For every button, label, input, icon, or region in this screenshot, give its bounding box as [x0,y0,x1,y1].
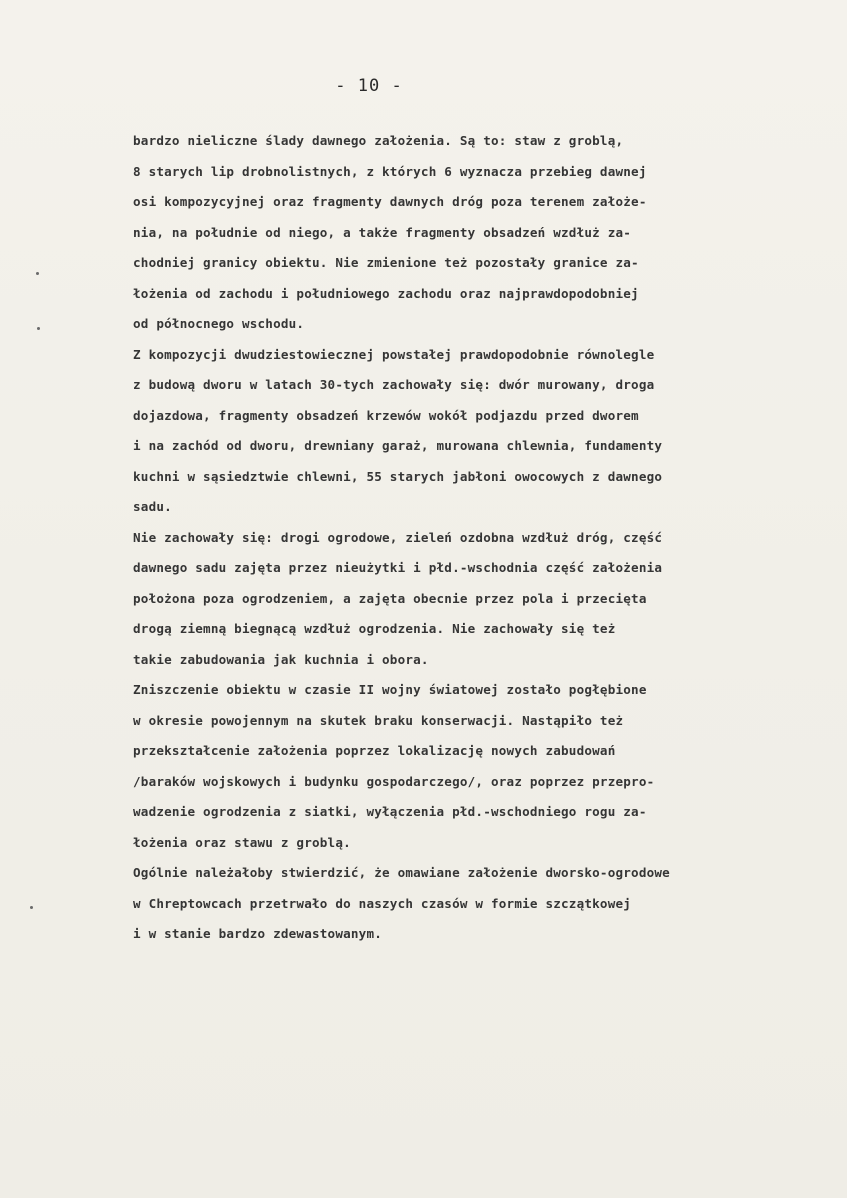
text-line: bardzo nieliczne ślady dawnego założenia. Są to: staw z groblą, [133,133,624,148]
text-line: osi kompozycyjnej oraz fragmenty dawnych dróg poza terenem założe- [133,194,647,209]
text-line: /baraków wojskowych i budynku gospodarczego/, oraz poprzez przepro- [133,773,655,789]
text-line: przekształcenie założenia poprzez lokalizację nowych zabudowań [133,743,616,758]
text-line: Ogólnie należałoby stwierdzić, że omawiane założenie dworsko-ogrodowe [133,865,670,880]
text-line: Nie zachowały się: drogi ogrodowe, zieleń ozdobna wzdłuż dróg, część [133,529,663,545]
text-line: od północnego wschodu. [133,316,305,331]
text-line: dojazdowa, fragmenty obsadzeń krzewów wokół podjazdu przed dworem [133,407,639,423]
text-line: takie zabudowania jak kuchnia i obora. [133,651,429,667]
margin-mark [36,272,39,275]
text-line: nia, na południe od niego, a także fragmenty obsadzeń wzdłuż za- [133,224,632,240]
body-text [133,126,823,950]
text-line: w okresie powojennym na skutek braku konserwacji. Nastąpiło też [133,712,624,728]
text-line: sadu. [133,499,172,514]
text-line: położona poza ogrodzeniem, a zajęta obecnie przez pola i przecięta [133,590,647,606]
page-number: - 10 - [335,76,403,96]
text-line: z budową dworu w latach 30-tych zachowały się: dwór murowany, droga [133,377,655,392]
text-line: Zniszczenie obiektu w czasie II wojny światowej zostało pogłębione [133,682,647,697]
text-line: łożenia od zachodu i południowego zachodu oraz najprawdopodobniej [133,285,639,301]
text-line: w Chreptowcach przetrwało do naszych czasów w formie szczątkowej [133,895,632,911]
margin-mark [30,906,33,909]
text-line: łożenia oraz stawu z groblą. [133,834,351,850]
text-line: 8 starych lip drobnolistnych, z których 6 wyznacza przebieg dawnej [133,163,647,179]
text-line: drogą ziemną biegnącą wzdłuż ogrodzenia. Nie zachowały się też [133,621,616,636]
text-line: chodniej granicy obiektu. Nie zmienione też pozostały granice za- [133,255,639,270]
text-line: dawnego sadu zajęta przez nieużytki i płd.-wschodnia część założenia [133,560,663,575]
text-line: kuchni w sąsiedztwie chlewni, 55 starych jabłoni owocowych z dawnego [133,468,663,484]
text-line: wadzenie ogrodzenia z siatki, wyłączenia płd.-wschodniego rogu za- [133,804,647,819]
margin-mark [37,327,40,330]
text-line: Z kompozycji dwudziestowiecznej powstałej prawdopodobnie równolegle [133,346,655,362]
text-line: i w stanie bardzo zdewastowanym. [133,926,383,941]
text-line: i na zachód od dworu, drewniany garaż, murowana chlewnia, fundamenty [133,438,663,453]
